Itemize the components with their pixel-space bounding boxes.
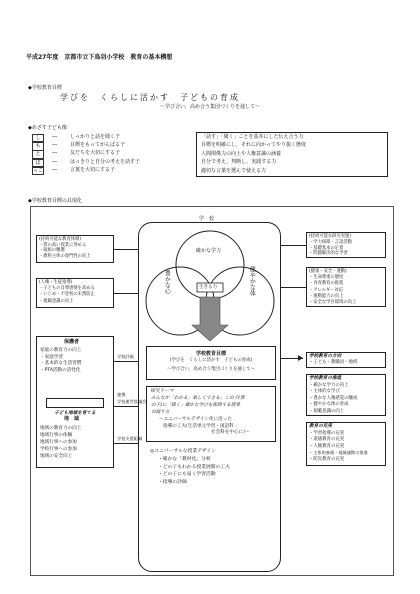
child-text: はっきりと自分の考えを話す子 <box>70 158 141 165</box>
right-col-item: ・道徳教育の充実 <box>309 437 345 443</box>
child-header: ◆めざす子ども像 <box>28 125 67 131</box>
shared-label: 子ども地域を育てる <box>54 411 96 416</box>
ud-line: ・どの子にも届く学習活動 <box>158 472 216 478</box>
box-line: ・質の高い授業に努める <box>39 242 87 248</box>
box-line: ・アレルギー対応 <box>309 287 344 293</box>
guardian-item: ・PTA活動の活性化 <box>40 367 81 373</box>
child-initial: っこ <box>33 167 44 174</box>
right-col-box <box>306 374 386 416</box>
right-col-title: 学校教育の推進 <box>309 376 342 381</box>
region-item: 地域行事の体験 <box>40 433 73 438</box>
child-dash: ― <box>52 142 57 149</box>
box-line: ・規範意識の向上 <box>39 298 74 304</box>
box-line: (持続可能な教育体制) <box>39 237 82 242</box>
child-text: 目標をもってがんばる子 <box>70 142 126 149</box>
right-col-item: ・子ども・教職員・地域 <box>309 360 358 365</box>
child-dash: ― <box>52 158 57 165</box>
child-dash: ― <box>52 150 57 157</box>
child-row <box>32 150 212 158</box>
center-goal-box <box>146 346 276 380</box>
box-line: ・食育教育の推進 <box>309 281 344 287</box>
child-row <box>32 142 212 150</box>
box-line: (人権・生徒指導) <box>39 280 73 285</box>
right-mid-box <box>306 267 386 307</box>
guardian-list <box>40 348 81 374</box>
left-top-box <box>36 235 114 263</box>
right-col-item: ・人権教育の充実 <box>309 443 345 449</box>
right-col-item: ・主体的参画・地域連携の推進 <box>309 450 368 456</box>
shared-box <box>46 398 104 416</box>
right-col-item: ・主体的な学び <box>309 389 340 394</box>
region-item: 地域の安全向上 <box>40 454 73 459</box>
goal-sub: ～学び合い，高め合う集団づくりを通して～ <box>160 104 261 110</box>
connector <box>114 293 138 294</box>
research-line: の創り方 <box>151 409 170 415</box>
connector <box>114 249 138 250</box>
left-mid-box <box>36 278 114 308</box>
circle-left-label: 豊かな心 <box>163 270 171 294</box>
region-list <box>40 425 81 460</box>
ud-line: ・指導の評価 <box>158 480 187 486</box>
region-item: 地域の教育力の向上 <box>40 426 82 431</box>
child-initial: ば <box>32 159 44 167</box>
side-label: 学校支援組織 <box>117 436 143 441</box>
ud-line: ・どの子もわかる授業展開の工夫 <box>158 464 230 470</box>
right-col-item: ・防災教育の充実 <box>309 456 345 462</box>
research-line: 社会科を中心に)～ <box>211 430 250 436</box>
center-goal-title: 学校教育目標 <box>195 351 226 357</box>
box-line: ・安全な学区環境の向上 <box>309 300 357 306</box>
right-col-item: ・健やかな体の育成 <box>309 402 349 407</box>
concrete-header: ◆学校教育目標の具現化 <box>28 198 82 204</box>
guardian-label: 保護者 <box>64 339 80 345</box>
right-col-box <box>306 422 386 466</box>
guardian-item: ・家庭学習 <box>40 354 63 360</box>
arrow-right-icon <box>298 355 303 361</box>
ud-line: ・確かな「教材化」分析 <box>158 456 211 462</box>
right-col-item: ・規範意識の向上 <box>309 408 345 414</box>
child-dash: ― <box>52 166 57 173</box>
right-col-box <box>306 352 386 368</box>
ability-item: 自分で考え，判断し，実践する力 <box>201 159 277 166</box>
center-goal-main: (学びを くらしに活かす 子どもの育成) <box>169 358 253 364</box>
box-line: ・取組の精選 <box>39 248 65 254</box>
connector <box>114 406 138 407</box>
box-line: ・運動能力の向上 <box>309 293 344 299</box>
box-line: ・基礎基本の定着 <box>309 245 344 251</box>
right-col-item: ・豊かな人権感覚の醸成 <box>309 395 358 401</box>
circle-right-label: 健やかな体 <box>248 266 256 296</box>
side-label: 学校運営協議会 <box>117 399 147 404</box>
child-initial: と <box>32 150 44 158</box>
center-label: 生きる力 <box>199 284 217 290</box>
down-arrow <box>192 297 228 341</box>
right-col-title: 教育の充実 <box>309 424 332 429</box>
box-line: ・子どもの自尊感情を高める <box>39 286 95 292</box>
center-goal-sub: ～学び合い，高め合う集団づくりを通して～ <box>167 366 255 372</box>
side-label: 学校評価 <box>117 354 134 359</box>
child-initial: も <box>32 142 44 150</box>
research-line: ～ユニバーサルデザイン化に沿った <box>159 416 232 422</box>
ud-line: ◎ユニバーサルな授業デザイン <box>150 449 216 454</box>
box-line: ・生命尊重の態度 <box>309 275 344 281</box>
ability-item: 適切な言葉を選んで使える力 <box>201 167 267 174</box>
ability-item: 目標を明確にし，それに向かってやり抜く態度 <box>201 142 307 149</box>
research-line: みんなが「わかる」楽しくできる」この子(算 <box>151 395 245 401</box>
right-top-box <box>306 232 386 258</box>
guardian-item: 家庭の教育力の向上 <box>40 348 82 353</box>
box-line: (持続可能な研究実施) <box>309 234 352 239</box>
page-title: 平成27年度 京都市立下鳥羽小学校 教育の基本構想 <box>26 54 173 61</box>
child-initial: し <box>32 134 44 142</box>
child-dash: ― <box>52 134 57 140</box>
box-line: ・教科主体の専門性の向上 <box>39 253 91 259</box>
child-row <box>32 134 212 142</box>
region-item: 学校行事への参加 <box>40 447 77 452</box>
connector <box>281 245 306 246</box>
research-box <box>146 386 276 442</box>
right-col-title: 学校教育の方向 <box>309 354 342 359</box>
right-col-item: ・確かな学力の向上 <box>309 382 349 388</box>
school-label: 学 校 <box>199 216 215 222</box>
region-item: 地域行事への参加 <box>40 440 77 445</box>
box-line: ・学力保障・言語活動 <box>309 239 352 245</box>
child-row <box>32 159 212 167</box>
child-row <box>32 167 212 175</box>
connector <box>114 443 138 444</box>
ability-item: 「話す」「聞く」ことを基本にした伝え合う力 <box>201 134 304 140</box>
abilities-box <box>196 132 388 177</box>
region-label: 地 域 <box>64 416 80 422</box>
ability-item: 人間関係力の向上や人権意識の涵養 <box>201 150 282 157</box>
research-line: 指導の工夫(生活単元学習・国語科・ <box>163 423 239 429</box>
guardian-item: ・基本的な生活習慣 <box>40 361 82 367</box>
goal-main: 学びを くらしに活かす 子どもの育成 <box>60 93 240 102</box>
connector <box>114 361 138 362</box>
research-line: の子)に「届く」確かな学びを保障する授業 <box>151 402 241 408</box>
child-text: 言葉を大切にする子 <box>70 166 116 173</box>
goal-header: ◆学校教育目標 <box>28 85 62 91</box>
ud-box <box>150 448 274 487</box>
box-line: ・問題解決的な学習 <box>309 251 348 257</box>
child-list <box>32 134 212 175</box>
circle-top-label: 確かな学力 <box>196 248 222 254</box>
box-line: ・いじめ・不登校の未然防止 <box>39 292 95 298</box>
child-text: しっかりと話を聞く子 <box>70 134 121 140</box>
child-text: 友だちを大切にする子 <box>70 150 121 157</box>
research-line: 研究テーマ <box>151 389 174 394</box>
box-line: (健康・安全・運動) <box>309 269 347 274</box>
side-label: 連携 <box>117 392 126 397</box>
right-col-item: ・学習指導の充実 <box>309 430 345 436</box>
connector <box>281 287 306 288</box>
